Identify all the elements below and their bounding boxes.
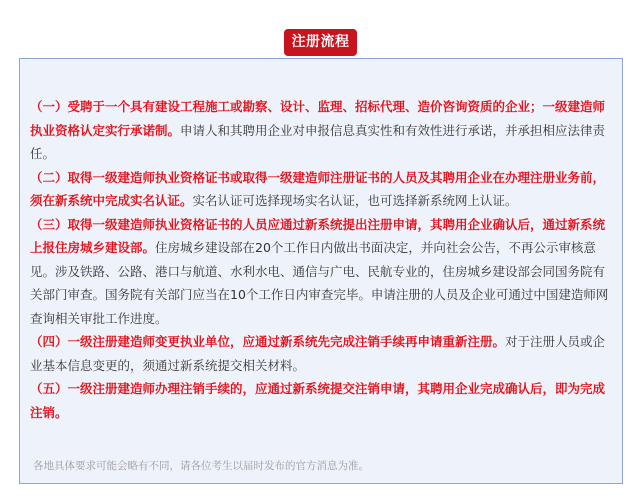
registration-process-panel	[19, 58, 623, 484]
step-3-text: 住房城乡建设部在20个工作日内做出书面决定，并向社会公告，不再公示审核意见。涉及铁路、公路、港口与航道、水利水电、通信与广电、民航专业的，住房城乡建设部会同国务院有关部门审查。国务院有关部门应当在10个工作日内审查完毕。申请注册的人员及企业可通过中国建造师网查询相关审批工作进度。	[30, 240, 609, 326]
step-3-highlight: （三）取得一级建造师执业资格证书的人员应通过新系统提出注册申请，其聘用企业确认后，通过新系统上报住房城乡建设部。	[30, 216, 606, 255]
page-title: 注册流程	[284, 29, 357, 56]
step-1-text: 申请人和其聘用企业对申报信息真实性和有效性进行承诺，并承担相应法律责任。	[30, 122, 606, 161]
step-5-highlight: （五）一级注册建造师办理注销手续的，	[30, 381, 256, 396]
step-4-text: 对于注册人员或企业基本信息变更的，须通过新系统提交相关材料。	[30, 334, 606, 373]
process-steps	[30, 95, 616, 424]
footnote: 各地具体要求可能会略有不同，请各位考生以届时发布的官方消息为准。	[33, 460, 369, 472]
step-2-text: 实名认证可选择现场实名认证，也可选择新系统网上认证。	[192, 193, 518, 208]
step-2	[30, 166, 616, 213]
step-4-highlight: （四）一级注册建造师变更执业单位，应通过新系统先完成注销手续再申请重新注册。	[30, 334, 506, 349]
step-5-text: 应通过新系统提交注销申请，	[255, 381, 418, 396]
step-2-highlight: （二）取得一级建造师执业资格证书或取得一级建造师注册证书的人员及其聘用企业在办理注册业务前，须在新系统中完成实名认证。	[30, 169, 606, 208]
step-5-highlight-after: 其聘用企业完成确认后，即为完成注销。	[30, 381, 606, 420]
step-3	[30, 213, 616, 331]
step-4	[30, 330, 616, 377]
step-1	[30, 95, 616, 166]
step-1-highlight: （一）受聘于一个具有建设工程施工或勘察、设计、监理、招标代理、造价咨询资质的企业；一级建造师执业资格认定实行承诺制。	[30, 99, 606, 138]
step-5	[30, 377, 616, 424]
